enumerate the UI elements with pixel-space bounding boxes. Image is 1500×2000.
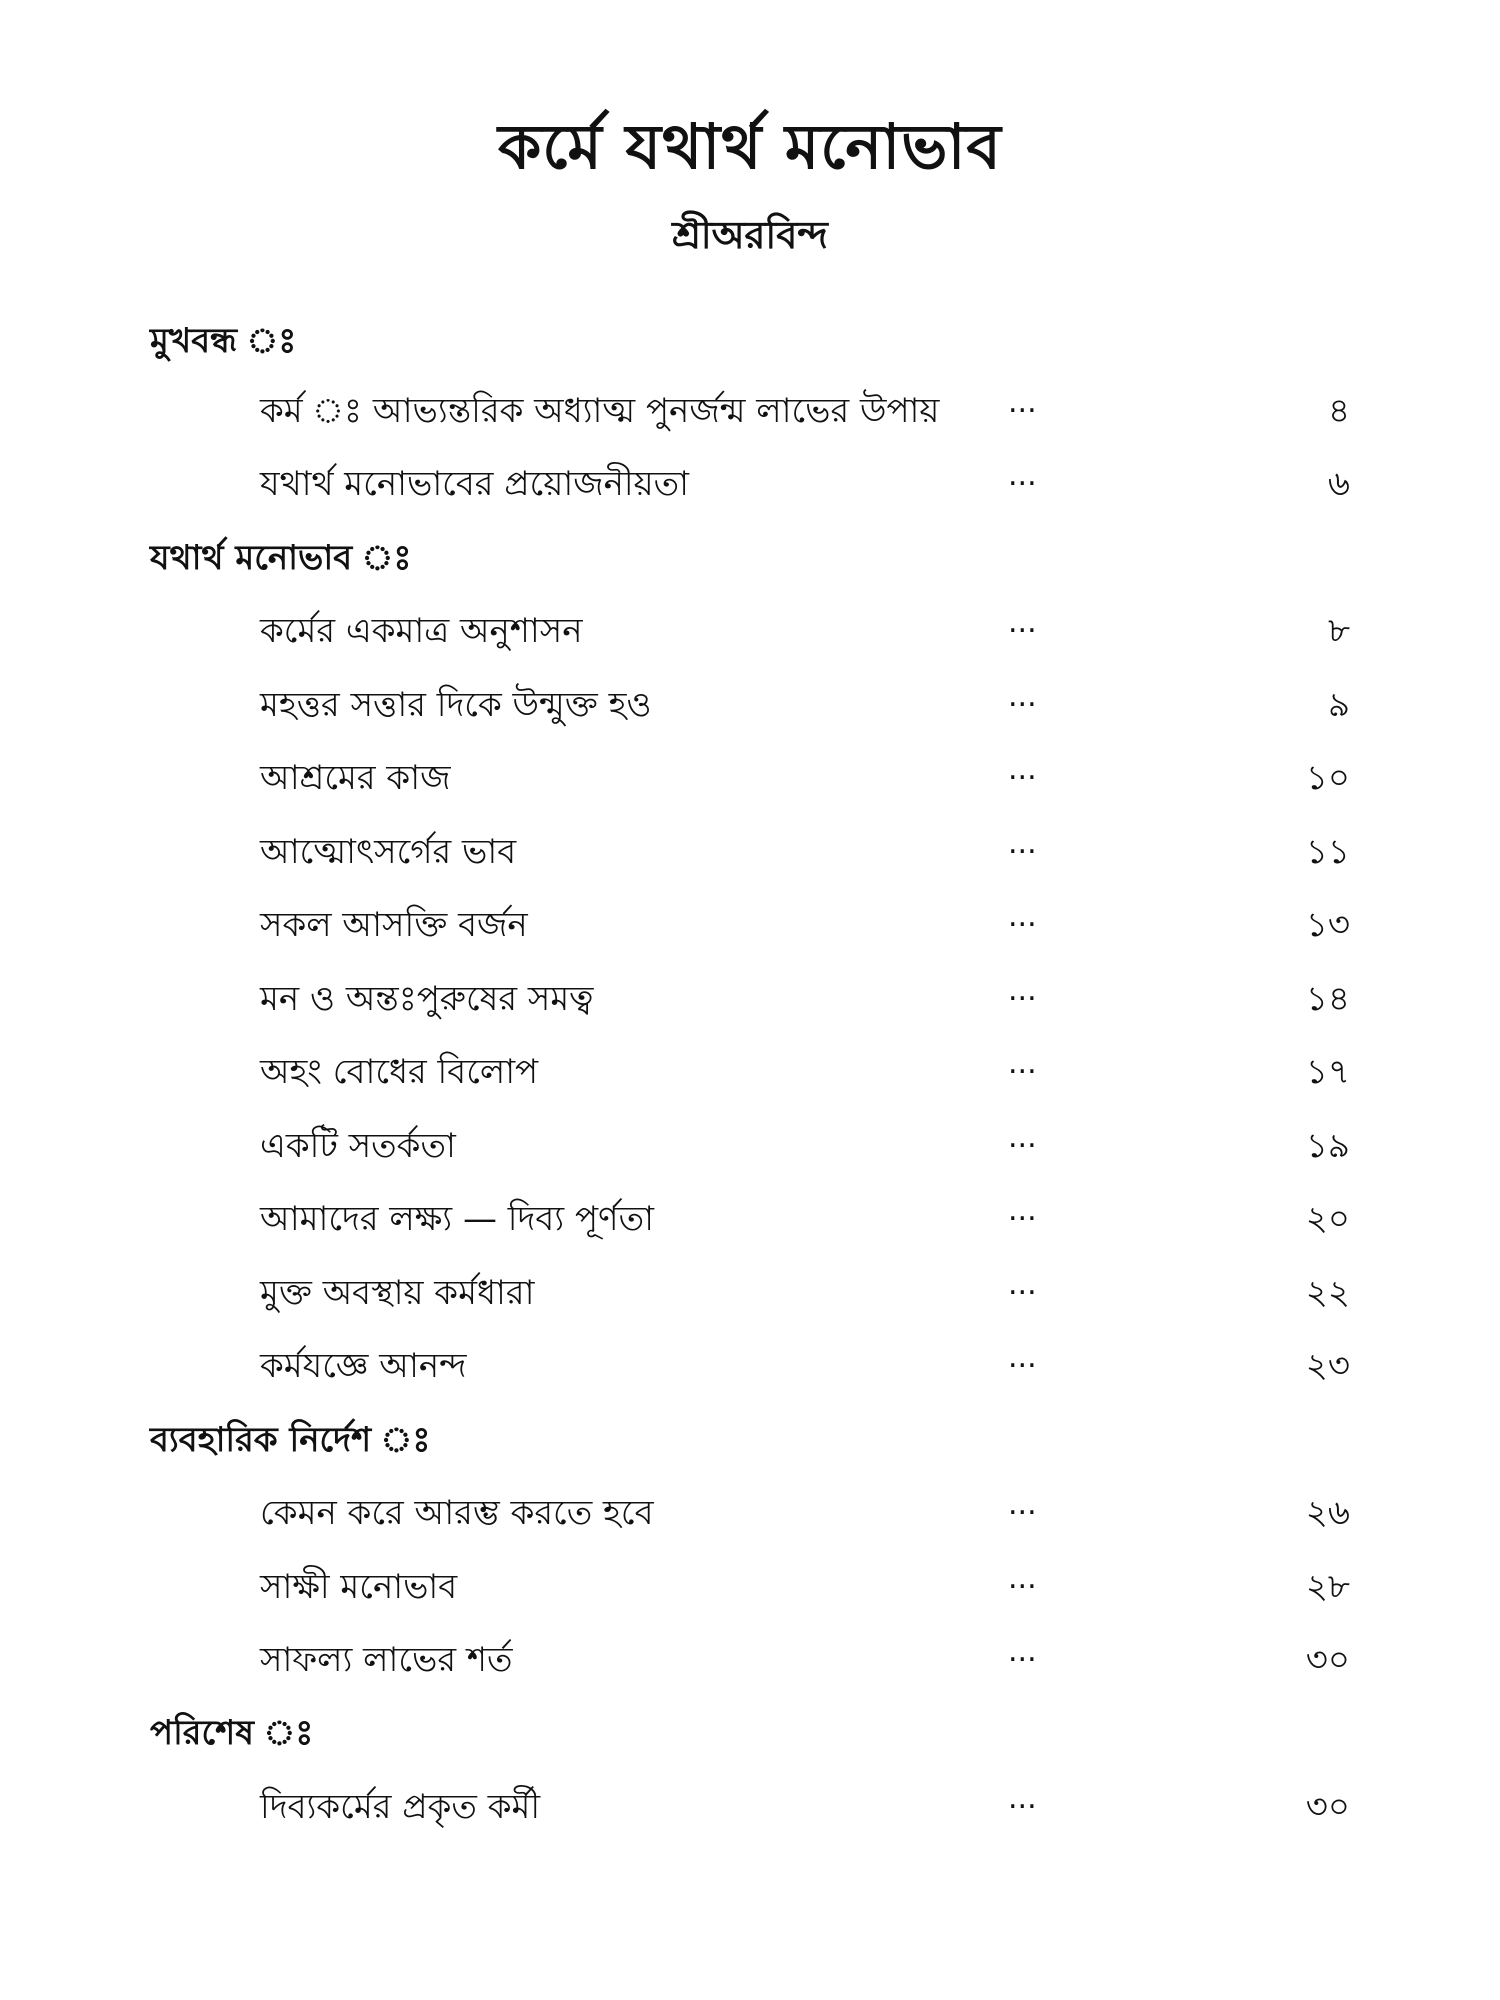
toc-entry-title: দিব্যকর্মের প্রকৃত কর্মী (260, 1787, 541, 1827)
toc-entry-leader: ... (1008, 899, 1037, 934)
toc-entry-page: ৪ (1327, 391, 1350, 431)
toc-entry-title: আমাদের লক্ষ্য — দিব্য পূর্ণতা (260, 1199, 654, 1239)
page-title: কর্মে যথার্থ মনোভাব (498, 110, 1002, 183)
toc-entry-page: ১০ (1305, 758, 1350, 798)
toc-entry-leader: ... (1008, 1561, 1037, 1596)
toc-entry-leader: ... (1008, 1046, 1037, 1081)
toc-entry-page: ১৩ (1305, 905, 1350, 945)
toc-entry-page: ২৩ (1305, 1346, 1350, 1386)
toc-entry-title: কর্মের একমাত্র অনুশাসন (260, 611, 583, 651)
toc-entry-title: অহং বোধের বিলোপ (260, 1052, 539, 1092)
author-name: শ্রীঅরবিন্দ (672, 213, 828, 257)
section-heading: যথার্থ মনোভাব ঃ (150, 538, 412, 578)
toc-entry-title: আশ্রমের কাজ (260, 758, 451, 798)
toc-entry-page: ৯ (1327, 685, 1350, 725)
toc-entry-leader: ... (1008, 1340, 1037, 1375)
toc-entry-title: মুক্ত অবস্থায় কর্মধারা (260, 1273, 535, 1313)
toc-entry-page: ১৪ (1305, 979, 1350, 1019)
toc-entry-leader: ... (1008, 826, 1037, 861)
toc-entry-leader: ... (1008, 1634, 1037, 1669)
toc-entry-page: ১৯ (1305, 1126, 1350, 1166)
toc-entry-title: সাফল্য লাভের শর্ত (260, 1640, 513, 1680)
toc-entry-page: ২২ (1305, 1273, 1350, 1313)
toc-entry-title: যথার্থ মনোভাবের প্রয়োজনীয়তা (260, 464, 690, 504)
toc-entry-leader: ... (1008, 458, 1037, 493)
section-heading: পরিশেষ ঃ (150, 1713, 314, 1753)
toc-entry-page: ৩০ (1305, 1787, 1350, 1827)
toc-entry-leader: ... (1008, 1781, 1037, 1816)
toc-entry-leader: ... (1008, 1193, 1037, 1228)
section-heading: মুখবন্ধ ঃ (150, 321, 297, 361)
toc-entry-leader: ... (1008, 385, 1037, 420)
toc-entry-page: ৩০ (1305, 1640, 1350, 1680)
toc-entry-title: আত্মোৎসর্গের ভাব (260, 832, 517, 872)
toc-entry-title: কর্মযজ্ঞে আনন্দ (260, 1346, 467, 1386)
toc-entry-leader: ... (1008, 605, 1037, 640)
toc-entry-leader: ... (1008, 752, 1037, 787)
toc-entry-page: ১৭ (1305, 1052, 1350, 1092)
toc-entry-title: একটি সতর্কতা (260, 1126, 456, 1166)
toc-entry-title: কেমন করে আরম্ভ করতে হবে (260, 1493, 654, 1533)
toc-entry-title: মন ও অন্তঃপুরুষের সমত্ব (260, 979, 594, 1019)
toc-entry-leader: ... (1008, 679, 1037, 714)
toc-entry-page: ২৮ (1305, 1567, 1350, 1607)
toc-entry-leader: ... (1008, 973, 1037, 1008)
toc-entry-page: ১১ (1305, 832, 1350, 872)
toc-entry-leader: ... (1008, 1267, 1037, 1302)
toc-entry-leader: ... (1008, 1487, 1037, 1522)
toc-entry-title: কর্ম ঃ আভ্যন্তরিক অধ্যাত্ম পুনর্জন্ম লাভের উপায় (260, 391, 940, 431)
section-heading: ব্যবহারিক নির্দেশ ঃ (150, 1420, 431, 1460)
toc-entry-title: সাক্ষী মনোভাব (260, 1567, 458, 1607)
toc-entry-leader: ... (1008, 1120, 1037, 1155)
toc-entry-page: ৬ (1327, 464, 1350, 504)
toc-entry-page: ২০ (1305, 1199, 1350, 1239)
toc-entry-page: ৮ (1327, 611, 1350, 651)
toc-entry-title: সকল আসক্তি বর্জন (260, 905, 528, 945)
toc-entry-title: মহত্তর সত্তার দিকে উন্মুক্ত হও (260, 685, 652, 725)
toc-entry-page: ২৬ (1305, 1493, 1350, 1533)
